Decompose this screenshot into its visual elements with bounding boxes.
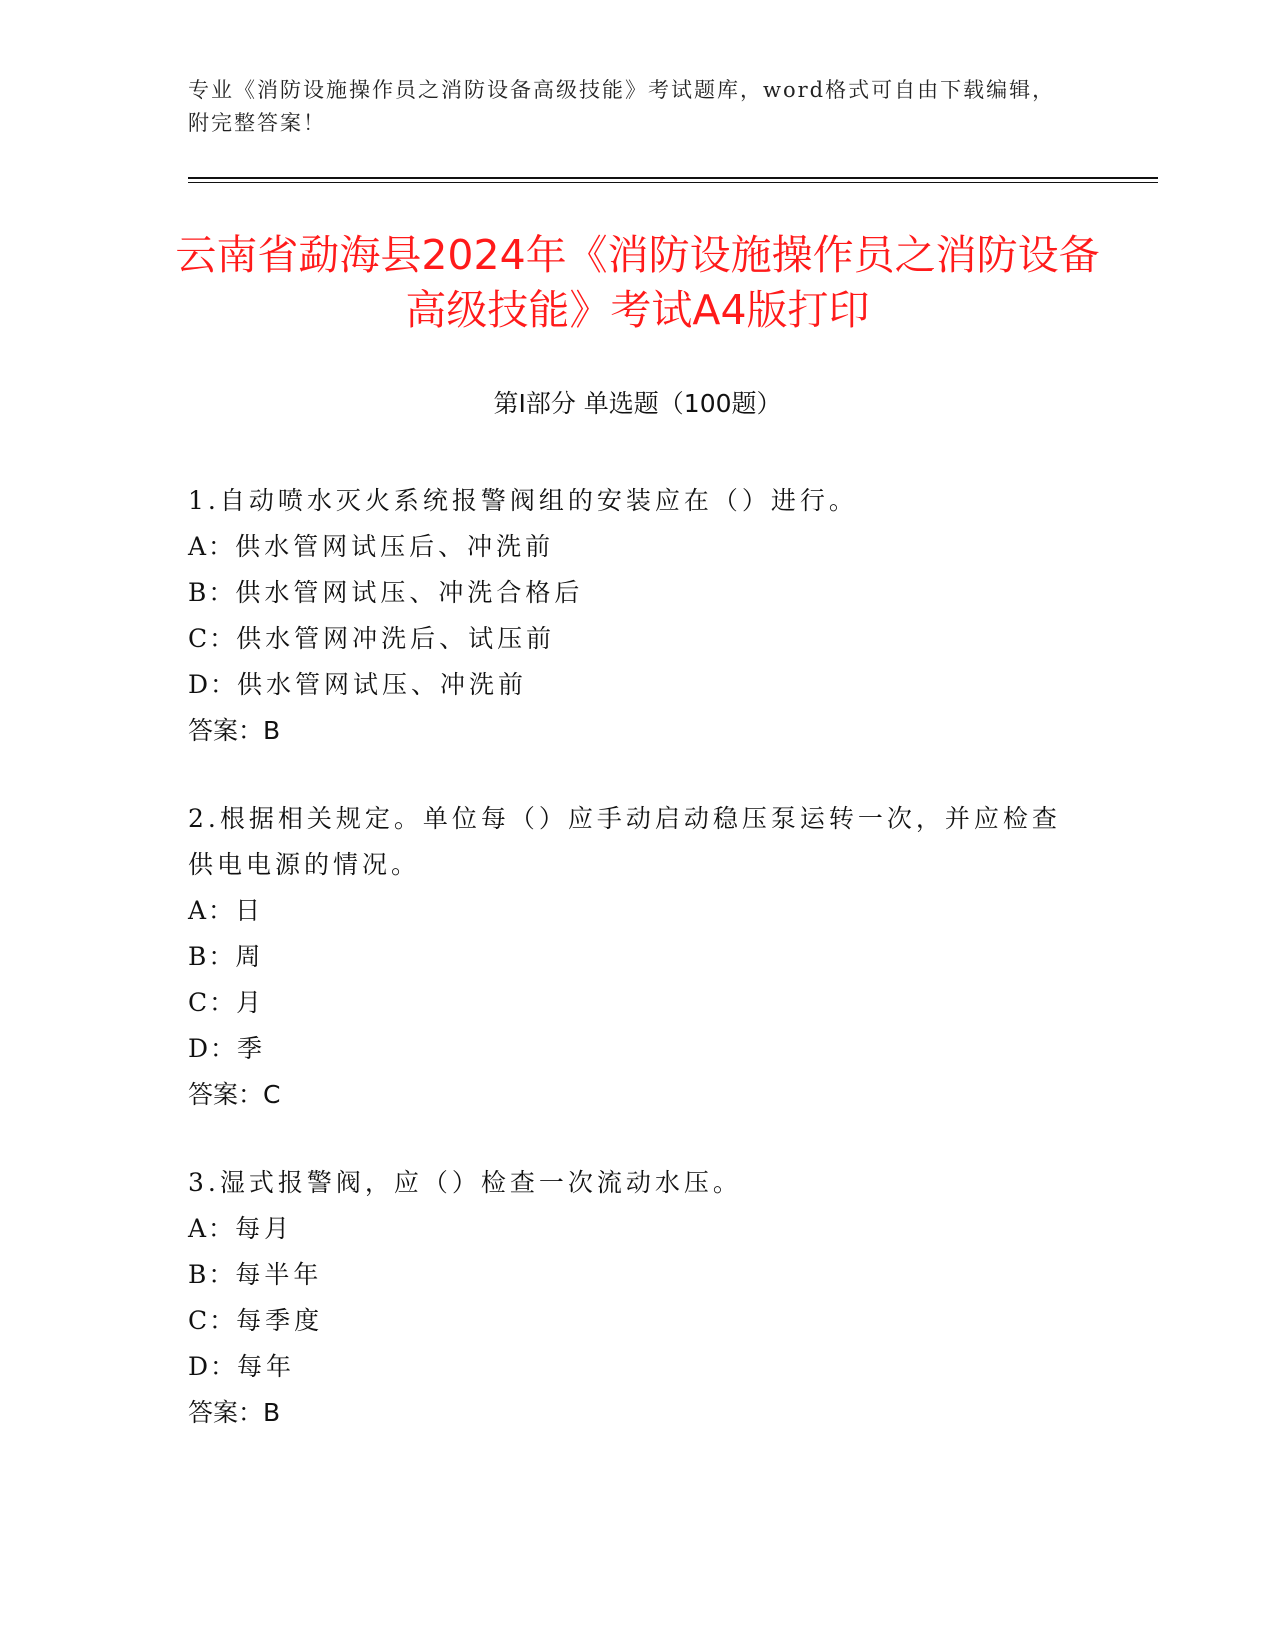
option-b: [188, 570, 1068, 616]
document-title: 云南省勐海县2024年《消防设施操作员之消防设备高级技能》考试A4版打印: [175, 231, 1100, 334]
option-key: C：: [188, 1306, 237, 1335]
option-a: [188, 888, 1068, 934]
answer-label: 答案：: [188, 1398, 264, 1427]
question-list: [188, 478, 1068, 1478]
option-text: 每季度: [236, 1306, 324, 1335]
option-c: [188, 1298, 1068, 1344]
option-key: D：: [188, 1034, 238, 1063]
option-key: B：: [188, 1260, 236, 1289]
option-text: 每月: [235, 1214, 294, 1243]
option-key: A：: [188, 532, 236, 561]
answer-value: B: [263, 716, 281, 745]
option-key: B：: [188, 942, 236, 971]
option-text: 月: [236, 988, 266, 1017]
option-a: [188, 524, 1068, 570]
option-text: 供水管网试压后、冲洗前: [235, 532, 555, 561]
option-key: B：: [188, 578, 236, 607]
option-text: 每半年: [235, 1260, 323, 1289]
answer-line: [188, 708, 1068, 754]
option-a: [188, 1206, 1068, 1252]
option-key: A：: [188, 1214, 236, 1243]
question-3: [188, 1160, 1068, 1436]
option-text: 季: [237, 1034, 267, 1063]
option-key: D：: [188, 1352, 238, 1381]
option-text: 供水管网试压、冲洗合格后: [235, 578, 584, 607]
question-stem: 3.湿式报警阀，应（）检查一次流动水压。: [188, 1168, 742, 1197]
option-key: C：: [188, 624, 237, 653]
option-text: 供水管网试压、冲洗前: [237, 670, 528, 699]
answer-line: [188, 1072, 1068, 1118]
option-c: [188, 616, 1068, 662]
header-divider-thick: [188, 177, 1158, 179]
option-d: [188, 1344, 1068, 1390]
question-2: [188, 796, 1068, 1118]
answer-value: C: [263, 1080, 281, 1109]
option-b: [188, 1252, 1068, 1298]
option-b: [188, 934, 1068, 980]
answer-label: 答案：: [188, 1080, 264, 1109]
answer-value: B: [263, 1398, 281, 1427]
option-d: [188, 1026, 1068, 1072]
option-key: A：: [188, 896, 236, 925]
option-text: 日: [235, 896, 265, 925]
answer-label: 答案：: [188, 716, 264, 745]
option-text: 周: [235, 942, 265, 971]
option-c: [188, 980, 1068, 1026]
option-d: [188, 662, 1068, 708]
answer-line: [188, 1390, 1068, 1436]
option-text: 供水管网冲洗后、试压前: [236, 624, 556, 653]
question-stem: 1.自动喷水灭火系统报警阀组的安装应在（）进行。: [188, 486, 858, 515]
header-note: 专业《消防设施操作员之消防设备高级技能》考试题库，word格式可自由下载编辑，附完整答案！: [188, 78, 1056, 135]
header-divider-thin: [188, 182, 1158, 183]
question-stem: 2.根据相关规定。单位每（）应手动启动稳压泵运转一次，并应检查供电电源的情况。: [188, 804, 1061, 879]
section-heading: 第Ⅰ部分 单选题（100题）: [493, 389, 782, 418]
question-1: [188, 478, 1068, 754]
option-key: C：: [188, 988, 237, 1017]
option-text: 每年: [237, 1352, 296, 1381]
option-key: D：: [188, 670, 238, 699]
